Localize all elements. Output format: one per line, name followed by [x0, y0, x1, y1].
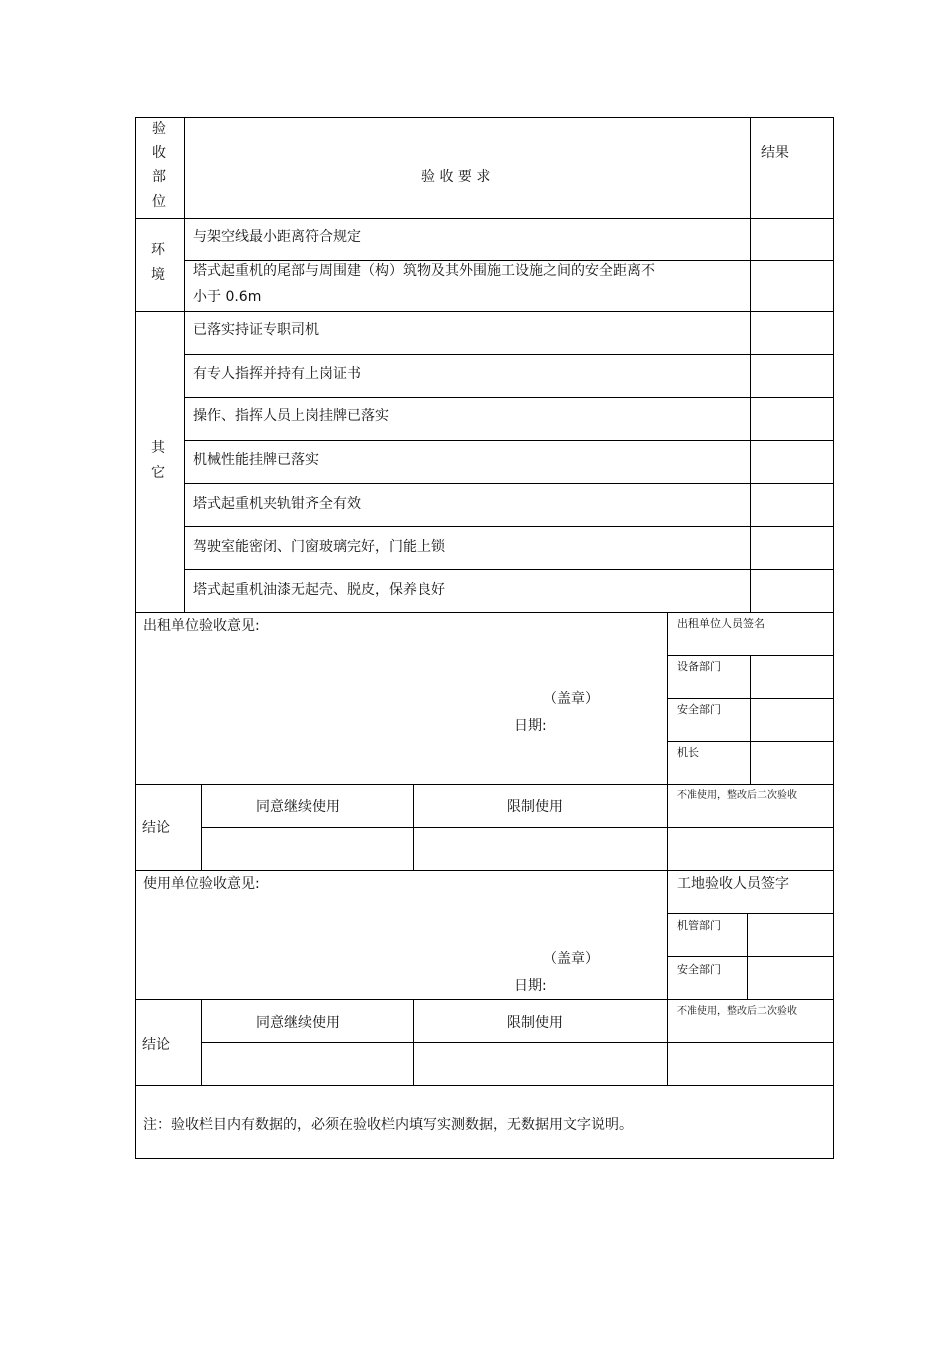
- signer-role: 安全部门: [677, 963, 721, 976]
- conclusion-restricted-cell[interactable]: [414, 1043, 666, 1085]
- conclusion-option-reject: 不准使用，整改后二次验收: [677, 790, 797, 801]
- table-line: [667, 913, 834, 914]
- user-seal: （盖章）: [543, 951, 599, 967]
- requirement-item: 有专人指挥并持有上岗证书: [193, 366, 361, 382]
- table-line: [135, 117, 834, 118]
- lessor-sign-label: 出租单位人员签名: [677, 617, 765, 630]
- part-label-char: 部: [152, 169, 166, 185]
- lessor-date: 日期:: [514, 718, 547, 734]
- requirement-item: 已落实持证专职司机: [193, 322, 319, 338]
- requirement-item: 塔式起重机的尾部与周围建（构）筑物及其外围施工设施之间的安全距离不: [193, 263, 655, 279]
- table-line: [833, 117, 834, 1159]
- signer-role: 设备部门: [677, 660, 721, 673]
- conclusion-reject-cell[interactable]: [668, 1043, 833, 1085]
- signer-role: 安全部门: [677, 703, 721, 716]
- environment-label-char: 环: [151, 242, 165, 258]
- lessor-opinion-label: 出租单位验收意见:: [143, 618, 260, 634]
- conclusion-option-reject: 不准使用，整改后二次验收: [677, 1006, 797, 1017]
- table-line: [135, 784, 834, 785]
- other-label-char: 其: [151, 440, 165, 456]
- table-line: [135, 311, 834, 312]
- table-line: [184, 569, 834, 570]
- footnote: 注：验收栏目内有数据的，必须在验收栏内填写实测数据，无数据用文字说明。: [143, 1117, 633, 1133]
- table-line: [667, 956, 834, 957]
- conclusion-continue-cell[interactable]: [202, 1043, 412, 1085]
- part-label-char: 验: [152, 121, 166, 137]
- table-line: [184, 483, 834, 484]
- table-line: [184, 354, 834, 355]
- signer-role: 机管部门: [677, 919, 721, 932]
- table-line: [184, 526, 834, 527]
- table-line: [184, 397, 834, 398]
- table-line: [135, 612, 834, 613]
- table-line: [135, 870, 834, 871]
- requirement-item: 小于 0.6m: [193, 289, 262, 305]
- table-line: [135, 218, 834, 219]
- conclusion-continue-cell[interactable]: [202, 828, 412, 870]
- environment-label-char: 境: [151, 267, 165, 283]
- table-line: [135, 999, 834, 1000]
- requirement-item: 与架空线最小距离符合规定: [193, 229, 361, 245]
- conclusion-label: 结论: [142, 820, 170, 836]
- signer-role: 机长: [677, 746, 699, 759]
- table-line: [747, 913, 748, 1000]
- table-line: [135, 1085, 834, 1086]
- conclusion-option-continue: 同意继续使用: [256, 1015, 340, 1031]
- requirement-item: 塔式起重机油漆无起壳、脱皮，保养良好: [193, 582, 445, 598]
- table-line: [135, 1158, 834, 1159]
- table-line: [184, 260, 834, 261]
- conclusion-option-restricted: 限制使用: [507, 1015, 563, 1031]
- part-label-char: 位: [152, 194, 166, 210]
- requirement-item: 塔式起重机夹轨钳齐全有效: [193, 496, 361, 512]
- conclusion-option-restricted: 限制使用: [507, 799, 563, 815]
- requirements-header: 验 收 要 求: [421, 169, 491, 185]
- conclusion-option-continue: 同意继续使用: [256, 799, 340, 815]
- requirement-item: 操作、指挥人员上岗挂牌已落实: [193, 408, 389, 424]
- table-line: [184, 117, 185, 613]
- other-label-char: 它: [151, 465, 165, 481]
- table-line: [750, 117, 751, 613]
- conclusion-reject-cell[interactable]: [668, 828, 833, 870]
- conclusion-restricted-cell[interactable]: [414, 828, 666, 870]
- lessor-seal: （盖章）: [543, 691, 599, 707]
- requirement-item: 驾驶室能密闭、门窗玻璃完好，门能上锁: [193, 539, 445, 555]
- requirement-item: 机械性能挂牌已落实: [193, 452, 319, 468]
- user-date: 日期:: [514, 978, 547, 994]
- part-label-char: 收: [152, 145, 166, 161]
- user-sign-label: 工地验收人员签字: [677, 876, 789, 892]
- table-line: [184, 440, 834, 441]
- result-header: 结果: [761, 145, 789, 161]
- table-line: [135, 117, 136, 1159]
- table-line: [750, 655, 751, 785]
- user-opinion-label: 使用单位验收意见:: [143, 876, 260, 892]
- conclusion-label: 结论: [142, 1037, 170, 1053]
